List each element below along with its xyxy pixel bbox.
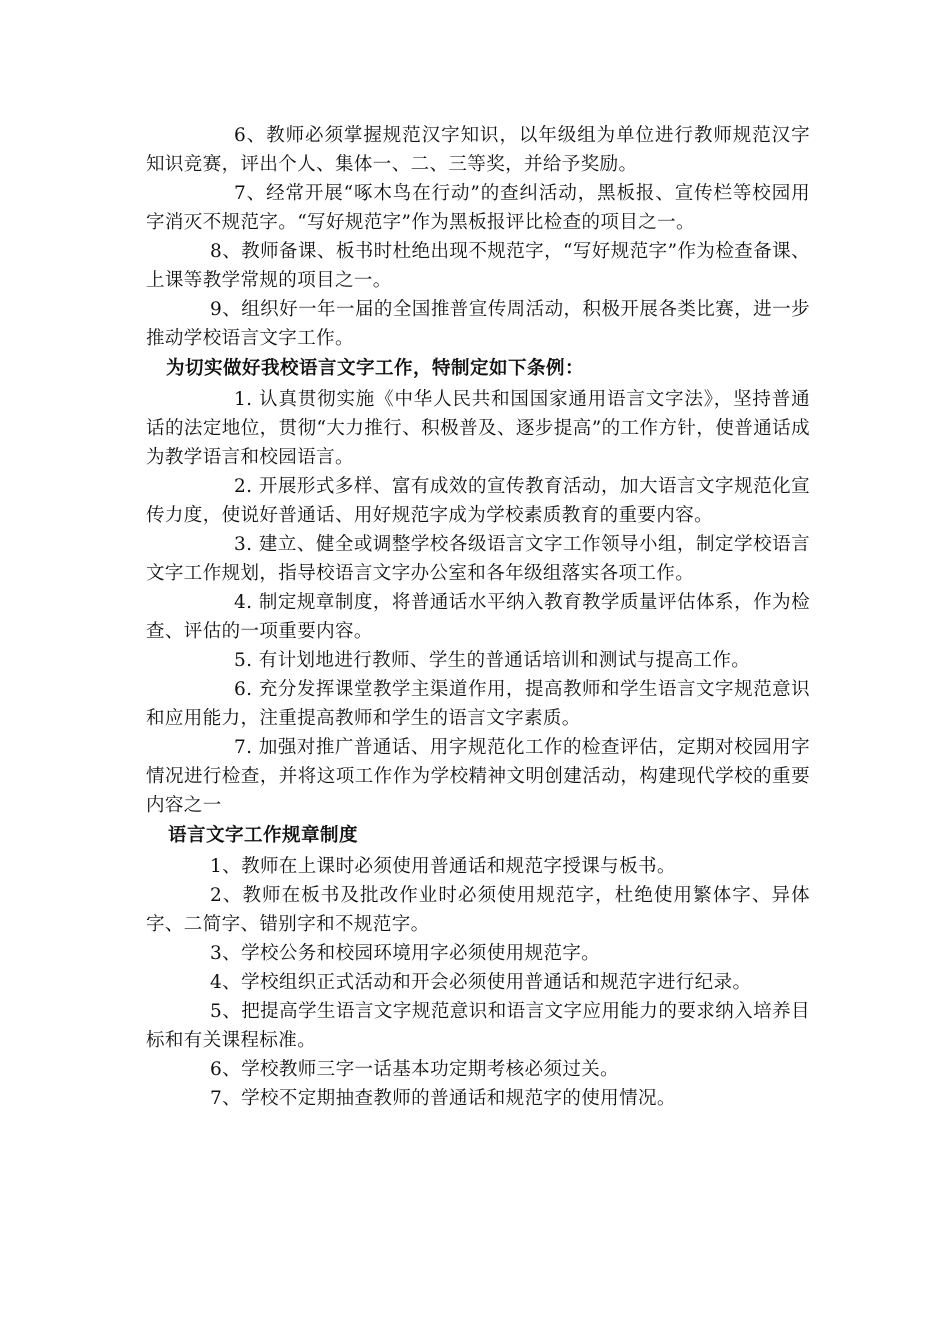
rule-item-1: 1. 认真贯彻实施《中华人民共和国国家通用语言文字法》，坚持普通话的法定地位，贯彻“大力推行、积极普及、逐步提高”的工作方针，使普通话成为教学语言和校园语言。 <box>146 389 810 468</box>
system-item-7: 7、学校不定期抽查教师的普通话和规范字的使用情况。 <box>210 1088 676 1109</box>
paragraph-prev-7: 7、经常开展“啄木鸟在行动”的查纠活动，黑板报、宣传栏等校园用字消灭不规范字。“写好规范字”作为黑板报评比检查的项目之一。 <box>146 183 810 233</box>
system-item-5: 5、把提高学生语言文字规范意识和语言文字应用能力的要求纳入培养目标和有关课程标准。 <box>146 1001 810 1051</box>
rule-item-3: 3. 建立、健全或调整学校各级语言文字工作领导小组，制定学校语言文字工作规划，指导校语言文字办公室和各年级组落实各项工作。 <box>146 534 810 584</box>
system-item-2: 2、教师在板书及批改作业时必须使用规范字，杜绝使用繁体字、异体字、二简字、错别字和不规范字。 <box>146 885 810 935</box>
rule-item-7: 7. 加强对推广普通话、用字规范化工作的检查评估，定期对校园用字情况进行检查，并将这项工作作为学校精神文明创建活动，构建现代学校的重要内容之一 <box>146 737 810 816</box>
document-page <box>146 121 810 1113</box>
rule-item-6: 6. 充分发挥课堂教学主渠道作用，提高教师和学生语言文字规范意识和应用能力，注重提高教师和学生的语言文字素质。 <box>146 679 810 729</box>
paragraph-prev-9: 9、组织好一年一届的全国推普宣传周活动，积极开展各类比赛，进一步推动学校语言文字工作。 <box>146 299 810 349</box>
system-item-3: 3、学校公务和校园环境用字必须使用规范字。 <box>210 943 601 964</box>
system-heading: 语言文字工作规章制度 <box>168 825 359 846</box>
system-item-1: 1、教师在上课时必须使用普通话和规范字授课与板书。 <box>210 856 676 877</box>
system-item-6: 6、学校教师三字一话基本功定期考核必须过关。 <box>210 1059 620 1080</box>
rules-heading: 为切实做好我校语言文字工作，特制定如下条例： <box>166 358 585 379</box>
paragraph-prev-6: 6、教师必须掌握规范汉字知识，以年级组为单位进行教师规范汉字知识竞赛，评出个人、集体一、二、三等奖，并给予奖励。 <box>146 125 810 175</box>
system-item-4: 4、学校组织正式活动和开会必须使用普通话和规范字进行纪录。 <box>210 972 752 993</box>
rule-item-2: 2. 开展形式多样、富有成效的宣传教育活动，加大语言文字规范化宣传力度，使说好普通话、用好规范字成为学校素质教育的重要内容。 <box>146 476 810 526</box>
paragraph-prev-8: 8、教师备课、板书时杜绝出现不规范字，“写好规范字”作为检查备课、上课等教学常规的项目之一。 <box>146 241 810 291</box>
rule-item-4: 4. 制定规章制度，将普通话水平纳入教育教学质量评估体系，作为检查、评估的一项重要内容。 <box>146 592 810 642</box>
rule-item-5: 5. 有计划地进行教师、学生的普通话培训和测试与提高工作。 <box>234 650 751 671</box>
